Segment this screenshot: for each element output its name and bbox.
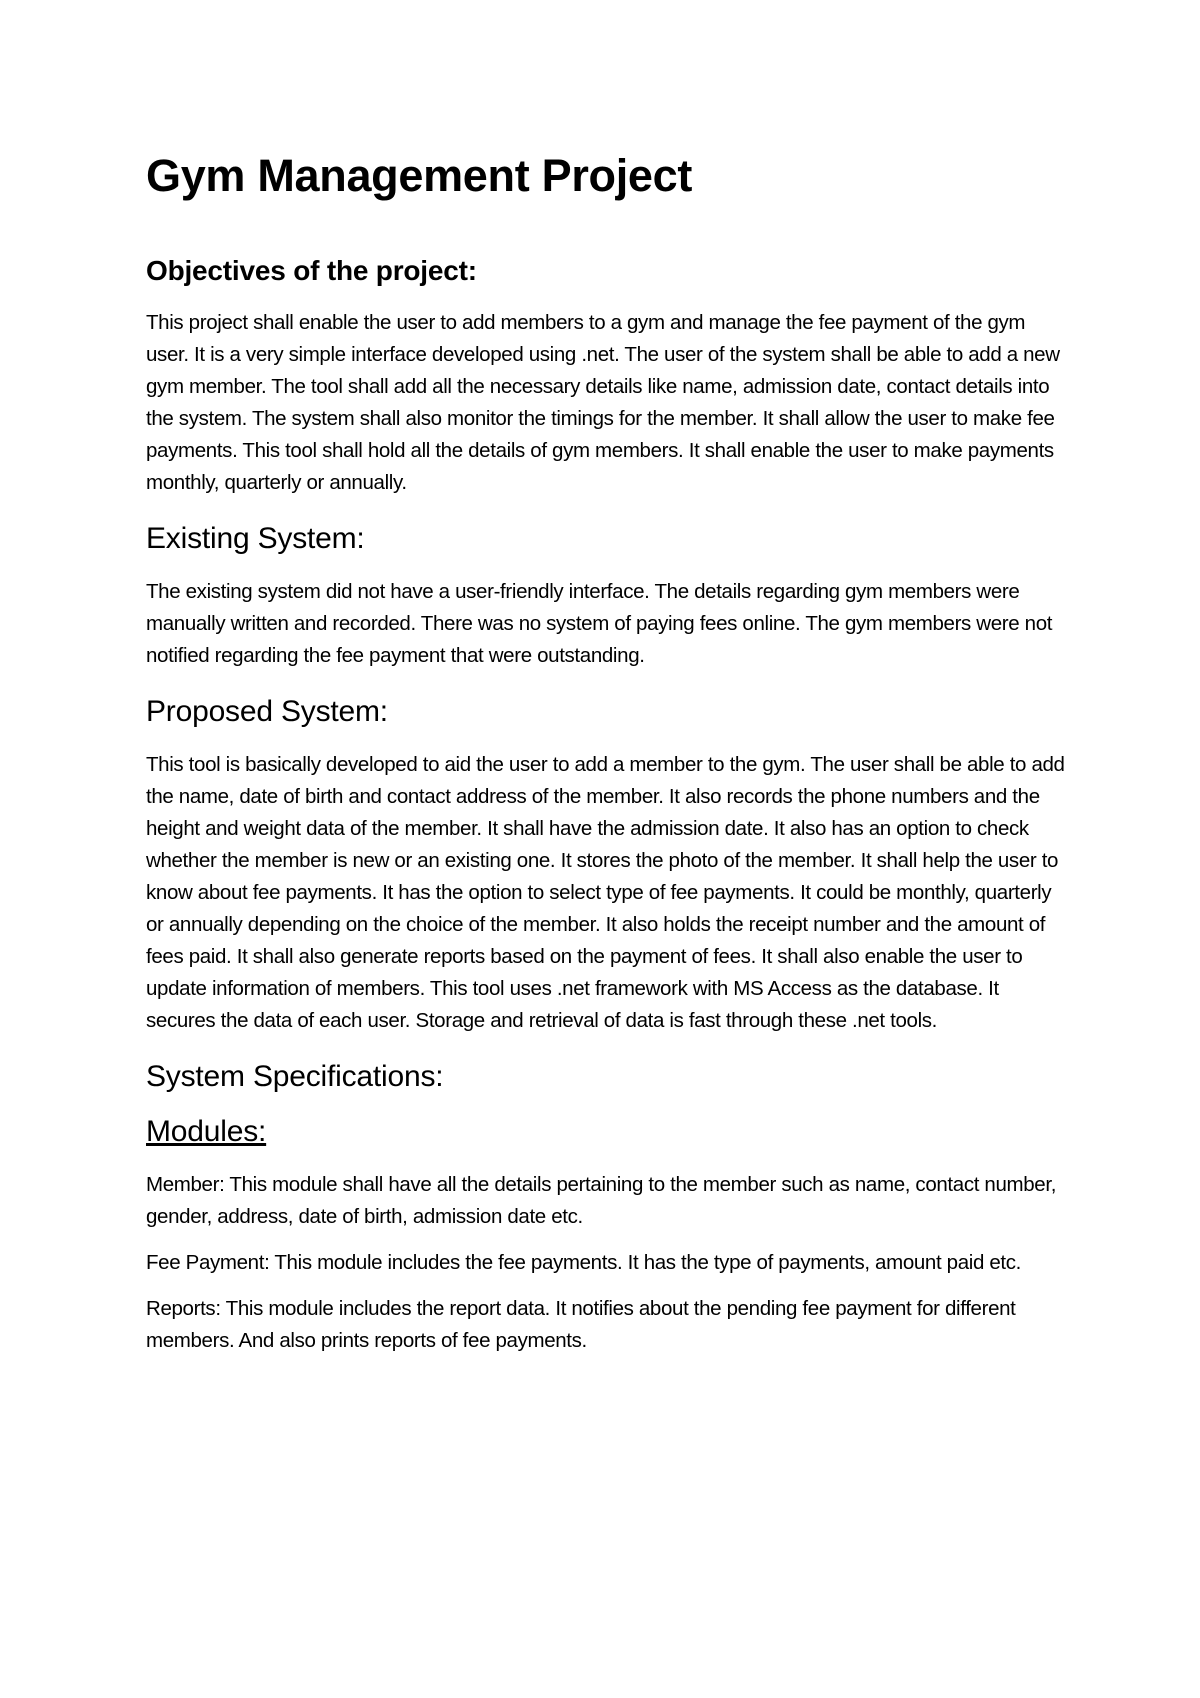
- modules-heading: Modules:: [146, 1115, 267, 1149]
- objectives-heading: Objectives of the project:: [146, 254, 477, 286]
- system-specifications-heading: System Specifications:: [146, 1060, 444, 1094]
- existing-system-heading: Existing System:: [146, 522, 365, 556]
- proposed-system-heading: Proposed System:: [146, 695, 388, 729]
- module-fee-payment-paragraph: Fee Payment: This module includes the fee payments. It has the type of payments, amount paid etc.: [146, 1251, 1022, 1275]
- document-title: Gym Management Project: [146, 150, 693, 201]
- existing-system-paragraph: The existing system did not have a user-friendly interface. The details regarding gym members were manually written and recorded. There was no system of paying fees online. The gym members were not notified regarding the fee payment that were outstanding.: [146, 580, 1053, 668]
- objectives-paragraph: This project shall enable the user to add members to a gym and manage the fee payment of the gym user. It is a very simple interface developed using .net. The user of the system shall be able to add a new gym member. The tool shall add all the necessary details like name, admission date, contact details into the system. The system shall also monitor the timings for the member. It shall allow the user to make fee payments. This tool shall hold all the details of gym members. It shall enable the user to make payments monthly, quarterly or annually.: [146, 311, 1060, 495]
- proposed-system-paragraph: This tool is basically developed to aid the user to add a member to the gym. The user shall be able to add the name, date of birth and contact address of the member. It also records the phone numbers and the height and weight data of the member. It shall have the admission date. It also has an option to check whether the member is new or an existing one. It stores the photo of the member. It shall help the user to know about fee payments. It has the option to select type of fee payments. It could be monthly, quarterly or annually depending on the choice of the member. It also holds the receipt number and the amount of fees paid. It shall also generate reports based on the payment of fees. It shall also enable the user to update information of members. This tool uses .net framework with MS Access as the database. It secures the data of each user. Storage and retrieval of data is fast through these .net tools.: [146, 753, 1065, 1033]
- module-member-paragraph: Member: This module shall have all the details pertaining to the member such as name, contact number, gender, address, date of birth, admission date etc.: [146, 1173, 1057, 1229]
- module-reports-paragraph: Reports: This module includes the report data. It notifies about the pending fee payment for different members. And also prints reports of fee payments.: [146, 1297, 1016, 1353]
- document-content: [146, 150, 1066, 1371]
